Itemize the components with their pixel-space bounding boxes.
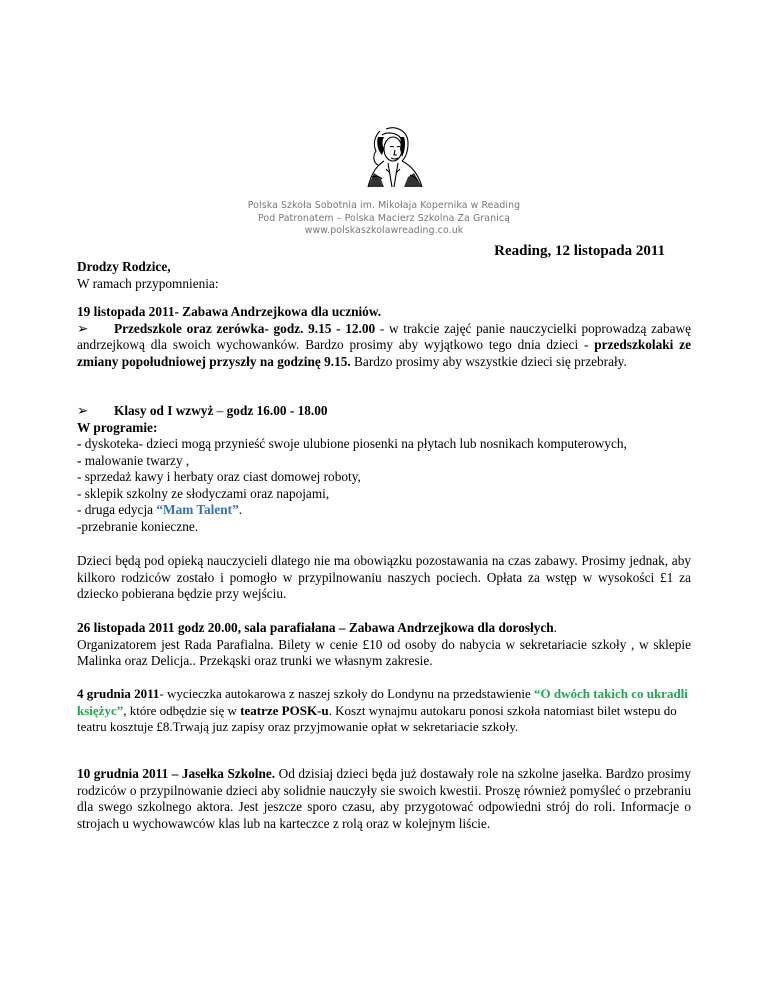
talent-show-name: “Mam Talent” [156, 502, 239, 517]
care-text: Dzieci będą pod opieką nauczycieli dlatego nie ma obowiązku pozostawania na czas zabawy. Prosimy jednak, aby kilkoro rodziców zostało i pomogło w przypilnowaniu naszych pociech. Opłata za wstęp w wysokości £1 za dziecko pobierana będzie przy wejściu. [77, 553, 691, 601]
event2-heading-period: . [553, 620, 557, 635]
program-item-text: malowanie twarzy , [84, 452, 190, 468]
event1-classes [77, 403, 691, 535]
event3-text: , które odbędzie się w [123, 702, 241, 718]
event4-text: Od dzisiaj dzieci będa już dostawały role na szkolne jasełka. Bardzo prosimy rodziców o przypilnowanie dzieci aby solidnie nauczyły sie swoich kwestii. Proszę również pomyśleć o przebraniu dla swego szkolnego aktora. Jest jeszcze sporo czasu, aby przygotować odpowiedni strój do roli. Informacje o strojach u wychowawców klas lub na karteczce z rolą oraz w kolejnym liście. [77, 766, 692, 831]
event2-heading: 26 listopada 2011 godz 20.00, sala parafiałana – Zabawa Andrzejkowa dla dorosłych [77, 620, 554, 635]
program-item-text: . [238, 502, 243, 517]
event1-preschool-paragraph [77, 321, 691, 371]
event2-heading-line [77, 620, 691, 637]
school-name: Polska Szkoła Sobotnia im. Mikołaja Kopernika w Reading [247, 200, 521, 211]
classes-time: godz 16.00 - 18.00 [226, 403, 328, 418]
event3-text: - wycieczka autokarowa z naszej szkoły do Londynu na przedstawienie [159, 686, 535, 701]
school-patronage: Pod Patronatem – Polska Macierz Szkolna Za Granicą [257, 213, 510, 224]
greeting: Drodzy Rodzice, [77, 259, 171, 274]
salutation [77, 259, 691, 292]
program-item-dash: - [77, 452, 85, 468]
event-adults-party [77, 620, 691, 670]
classes-dash: – [213, 403, 227, 418]
event3-text: . Koszt wynajmu autokaru ponosi szkoła natomiast bilet wstepu do teatru kosztuje £8.Trwają juz zapisy oraz przyjmowanie opłat w sekretariacie szkoły. [77, 702, 677, 734]
event2-text: Organizatorem jest Rada Parafialna. Bilety w cenie £10 od osoby do nabycia w sekretariacie szkoły , w sklepie Malinka oraz Delicja.. Przekąski oraz trunki we własnym zakresie. [77, 636, 691, 668]
classes-line [77, 403, 691, 420]
theatre-name: teatrze POSK-u [240, 702, 329, 718]
preschool-afternoon-note: przedszkolaki ze zmiany popołudniowej przyszły na godzinę 9.15. [77, 337, 691, 369]
program-item-dash: - [77, 436, 85, 451]
school-website-link[interactable]: www.polskaszkolawreading.co.uk [304, 225, 464, 236]
event3-paragraph [77, 686, 691, 736]
program-item [77, 453, 691, 470]
preschool-text: - w trakcie zajęć panie nauczycielki poprowadzą zabawę andrzejkową dla swoich wychowanków. Bardzo prosimy aby wyjątkowo tego dnia dzieci - [77, 320, 691, 352]
arrow-bullet-icon: ➢ [77, 403, 89, 418]
program-item: -przebranie konieczne. [77, 518, 199, 534]
event-london-trip [77, 686, 691, 736]
copernicus-portrait-icon [360, 127, 428, 189]
play-title: “O dwóch takich co ukradli księżyc” [77, 686, 688, 718]
program-item: - sklepik szkolny ze słodyczami oraz napojami, [77, 485, 330, 501]
preschool-time: Przedszkole oraz zerówka- godz. 9.15 - 12.00 [114, 320, 376, 336]
event1-care-paragraph [77, 553, 691, 603]
intro: W ramach przypomnienia: [77, 275, 219, 291]
event-children-party [77, 304, 691, 370]
program-item [77, 502, 691, 519]
event4-paragraph [77, 766, 691, 832]
program-heading: W programie: [77, 419, 158, 435]
program-item [77, 436, 691, 453]
arrow-bullet-icon: ➢ [77, 320, 89, 336]
event4-heading: 10 grudnia 2011 – Jasełka Szkolne. [77, 766, 276, 781]
preschool-costume-note: Bardzo prosimy aby wszystkie dzieci się przebrały. [350, 353, 627, 369]
program-item-text: - druga edycja [77, 502, 157, 517]
event3-heading: 4 grudnia 2011 [77, 686, 160, 701]
program-item-text: dyskoteka- dzieci mogą przynieść swoje ulubione piosenki na płytach lub nosnikach komputerowych, [84, 436, 627, 451]
event1-heading: 19 listopada 2011- Zabawa Andrzejkowa dla uczniów. [77, 304, 382, 319]
event-nativity-play [77, 766, 691, 832]
program-item: - sprzedaż kawy i herbaty oraz ciast domowej roboty, [77, 469, 361, 484]
classes-label: Klasy od I wzwyż [114, 403, 214, 418]
dateline: Reading, 12 listopada 2011 [494, 243, 665, 259]
